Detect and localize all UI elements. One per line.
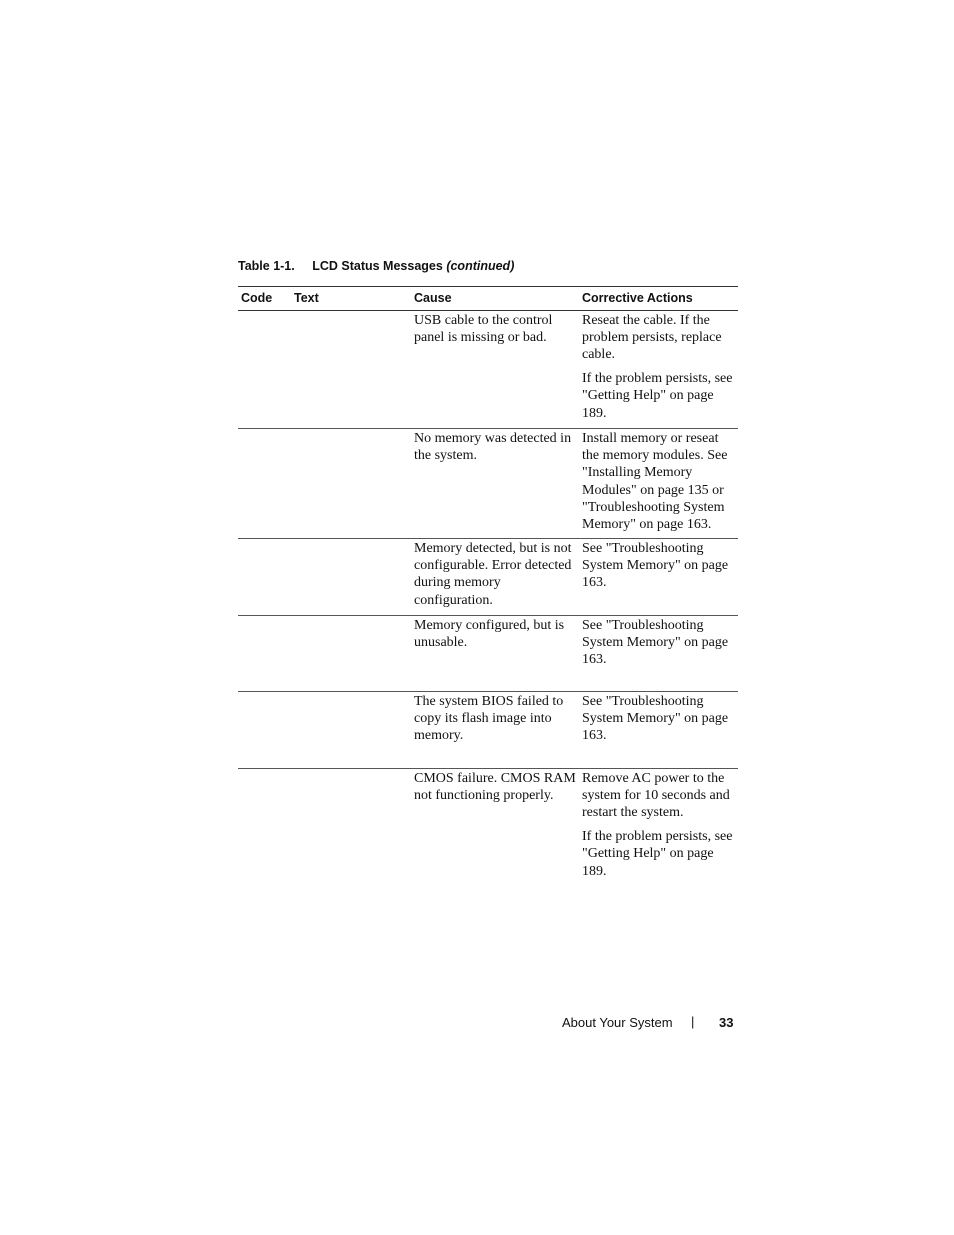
cell-corrective-actions: Install memory or reseat the memory modules. See "Installing Memory Modules" on page 135 or "Troubleshooting System Memory" on page 163. xyxy=(582,431,728,533)
cell-text xyxy=(294,429,414,538)
cell-code xyxy=(238,311,294,428)
header-code: Code xyxy=(241,291,273,305)
cell-code xyxy=(238,692,294,768)
cell-cause: The system BIOS failed to copy its flash image into memory. xyxy=(414,694,564,744)
table-caption xyxy=(238,259,514,273)
page-number: 33 xyxy=(719,1015,734,1030)
cell-text xyxy=(294,539,414,615)
cell-corrective-actions: See "Troubleshooting System Memory" on page 163. xyxy=(582,541,729,591)
cell-corrective-actions: Reseat the cable. If the problem persists, replace cable. If the problem persists, see "Getting Help" on page 189. xyxy=(582,313,733,421)
cell-cause: Memory detected, but is not configurable. Error detected during memory configuration. xyxy=(414,541,572,608)
cell-cause: USB cable to the control panel is missing or bad. xyxy=(414,313,553,346)
header-cause: Cause xyxy=(414,291,452,305)
table-row xyxy=(238,429,738,539)
cell-corrective-actions: Remove AC power to the system for 10 seconds and restart the system. If the problem persists, see "Getting Help" on page 189. xyxy=(582,771,733,879)
cell-corrective-actions: See "Troubleshooting System Memory" on page 163. xyxy=(582,694,729,744)
footer-section-title: About Your System xyxy=(562,1015,673,1030)
table-row xyxy=(238,539,738,616)
header-corrective-actions: Corrective Actions xyxy=(582,291,693,305)
footer-separator: | xyxy=(691,1014,695,1029)
cell-cause: Memory configured, but is unusable. xyxy=(414,618,565,651)
lcd-status-table xyxy=(238,286,738,887)
table-continued-note: (continued) xyxy=(446,259,515,273)
cell-cause: No memory was detected in the system. xyxy=(414,431,572,464)
cell-cause: CMOS failure. CMOS RAM not functioning properly. xyxy=(414,771,576,804)
table-row xyxy=(238,311,738,429)
cell-code xyxy=(238,539,294,615)
table-title: LCD Status Messages xyxy=(312,259,443,273)
cell-corrective-actions: See "Troubleshooting System Memory" on page 163. xyxy=(582,618,729,668)
cell-text xyxy=(294,692,414,768)
table-row xyxy=(238,616,738,692)
cell-code xyxy=(238,616,294,691)
table-header-row xyxy=(238,286,738,311)
table-number: Table 1-1. xyxy=(238,259,295,273)
cell-text xyxy=(294,616,414,691)
header-text: Text xyxy=(294,291,319,305)
cell-text xyxy=(294,311,414,428)
table-row xyxy=(238,692,738,769)
cell-text xyxy=(294,769,414,887)
cell-code xyxy=(238,429,294,538)
table-row xyxy=(238,769,738,887)
cell-code xyxy=(238,769,294,887)
page-footer xyxy=(562,1014,734,1030)
